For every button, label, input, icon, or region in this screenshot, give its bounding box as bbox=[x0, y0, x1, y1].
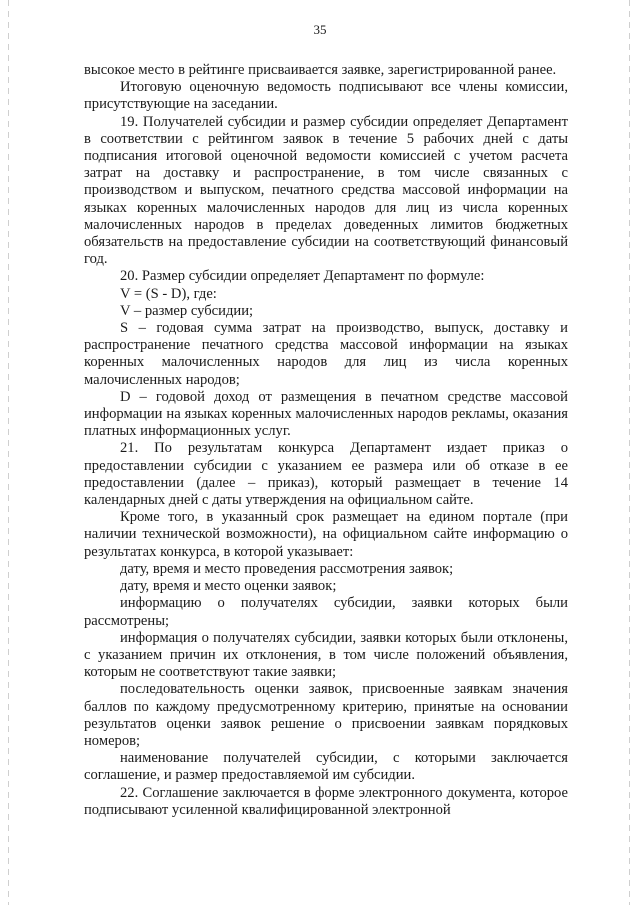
scan-edge-right bbox=[629, 0, 630, 905]
paragraph-8: D – годовой доход от размещения в печатном средстве массовой информации на языках коренных малочисленных народов рекламы, оказания платных информационных услуг. bbox=[84, 388, 568, 440]
page-number: 35 bbox=[313, 22, 327, 37]
paragraph-11: дату, время и место проведения рассмотрения заявок; bbox=[120, 560, 454, 577]
paragraph-10: Кроме того, в указанный срок размещает на едином портале (при наличии технической возможности), на официальном сайте информацию о результатах конкурса, в которой указывает: bbox=[84, 509, 568, 560]
paragraph-1: высокое место в рейтинге присваивается заявке, зарегистрированной ранее. bbox=[84, 62, 557, 78]
paragraph-2: Итоговую оценочную ведомость подписывают все члены комиссии, присутствующие на заседании. bbox=[84, 79, 568, 113]
scan-edge-left bbox=[8, 0, 9, 905]
paragraph-7: S – годовая сумма затрат на производство, выпуск, доставку и распространение печатного средства массовой информации на языках коренных малочисленных народов для лиц из числа коренных малочисленных народов; bbox=[84, 320, 568, 388]
paragraph-4: 20. Размер субсидии определяет Департамент по формуле: bbox=[120, 268, 485, 285]
paragraph-9: 21. По результатам конкурса Департамент издает приказ о предоставлении субсидии с указанием ее размера или об отказе в ее предоставлении (далее – приказ), который размещает в течение 14 календарных дней с даты утверждения на официальном сайте. bbox=[84, 440, 568, 509]
document-body bbox=[84, 62, 568, 819]
paragraph-13: информацию о получателях субсидии, заявки которых были рассмотрены; bbox=[84, 595, 568, 629]
paragraph-16: наименование получателей субсидии, с которыми заключается соглашение, и размер предоставляемой им субсидии. bbox=[84, 750, 568, 784]
paragraph-3: 19. Получателей субсидии и размер субсидии определяет Департамент в соответствии с рейтингом заявок в течение 5 рабочих дней с даты подписания итоговой оценочной ведомости комиссией с учетом расчета затрат на доставку и распространение, в том числе связанных с производством и выпуском, печатного средства массовой информации на языках коренных малочисленных народов для лиц из числа коренных малочисленных народов в пределах доведенных лимитов бюджетных обязательств на предоставление субсидии на соответствующий финансовый год. bbox=[84, 113, 568, 268]
paragraph-14: информация о получателях субсидии, заявки которых были отклонены, с указанием причин их отклонения, в том числе положений объявления, которым не соответствуют такие заявки; bbox=[84, 629, 568, 681]
paragraph-15: последовательность оценки заявок, присвоенные заявкам значения баллов по каждому предусмотренному критерию, принятые на основании результатов оценки заявок решение о присвоении заявкам порядковых номеров; bbox=[84, 681, 568, 749]
paragraph-5: V = (S - D), где: bbox=[120, 285, 217, 302]
paragraph-6: V – размер субсидии; bbox=[120, 302, 254, 319]
paragraph-12: дату, время и место оценки заявок; bbox=[120, 578, 337, 595]
paragraph-17: 22. Соглашение заключается в форме электронного документа, которое подписывают усиленной квалифицированной электронной bbox=[84, 784, 568, 818]
